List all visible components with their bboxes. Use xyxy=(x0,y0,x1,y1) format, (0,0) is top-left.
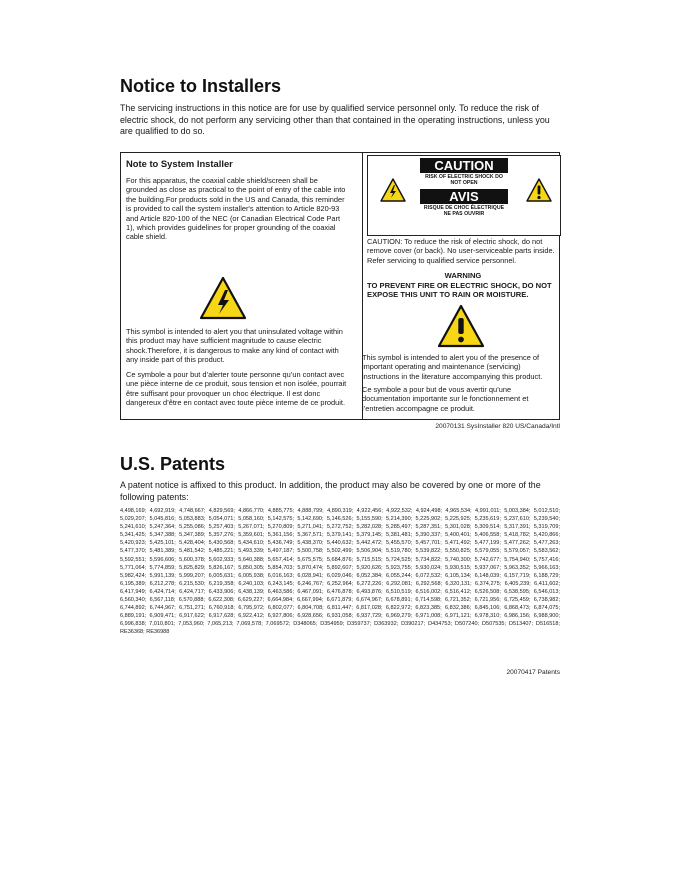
exclamation-warning-icon xyxy=(437,304,485,353)
warning-block xyxy=(367,271,559,300)
exclamation-symbol-text-fr: Ce symbole a pour but de vous avertir qu’une documentation importante sur le fonctionnement et l’entretien accompagne ce produit. xyxy=(362,385,529,413)
notice-title: Notice to Installers xyxy=(120,76,282,96)
caution-heading: CAUTION xyxy=(420,158,508,173)
high-voltage-warning-icon xyxy=(380,178,406,207)
avis-subtext: RISQUE DE CHOC ÉLECTRIQUE NE PAS OUVRIR xyxy=(423,204,505,218)
avis-heading: AVIS xyxy=(420,189,508,204)
notice-intro: The servicing instructions in this notice are for use by qualified service personnel only. To reduce the risk of electric shock, do not perform any servicing other than that contained in the operating instructions, unless you are qualified to do so. xyxy=(120,103,550,137)
exclamation-symbol-text: This symbol is intended to alert you of the presence of important operating and maintenance (servicing) instructions in the literature accompanying this product. xyxy=(362,353,543,381)
installer-notice-box xyxy=(120,152,560,420)
warning-text: TO PREVENT FIRE OR ELECTRIC SHOCK, DO NOT EXPOSE THIS UNIT TO RAIN OR MOISTURE. xyxy=(367,280,552,300)
warning-heading: WARNING xyxy=(444,271,482,280)
caution-label-panel xyxy=(367,155,561,236)
patents-list: 4,498,169; 4,692,919; 4,748,667; 4,829,569; 4,866,770; 4,885,775; 4,888,799; 4,890,319; 4,922,456; 4,922,532; 4,924,498; 4,965,534; 4,991,011; 5,003,384; 5,012,510; 5,029,207; 5,045,816; 5,053,883; 5,054,071; 5,058,160; 5,142,575; 5,142,690; 5,146,526; 5,155,590; 5,214,390; 5,225,902; 5,225,925; 5,235,619; 5,237,610; 5,239,540; 5,241,610; 5,247,364; 5,255,086; 5,257,403; 5,267,071; 5,270,809; 5,271,041; 5,272,752; 5,282,028; 5,285,497; 5,287,351; 5,301,028; 5,309,514; 5,317,391; 5,319,709; 5,341,425; 5,347,388; 5,347,389; 5,357,276; 5,359,601; 5,361,156; 5,367,571; 5,379,141; 5,379,145; 5,381,481; 5,390,337; 5,400,401; 5,406,558; 5,418,782; 5,420,866; 5,420,923; 5,425,101; 5,428,404; 5,430,568; 5,434,610; 5,436,749; 5,438,370; 5,440,632; 5,442,472; 5,455,570; 5,457,701; 5,471,492; 5,477,199; 5,477,262; 5,477,263; 5,477,370; 5,481,389; 5,481,542; 5,485,221; 5,493,339; 5,497,187; 5,500,758; 5,502,499; 5,506,904; 5,519,780; 5,539,822; 5,550,825; 5,579,055; 5,579,057; 5,583,562; 5,592,551; 5,596,606; 5,600,378; 5,602,933; 5,640,388; 5,657,414; 5,675,575; 5,684,876; 5,715,515; 5,724,525; 5,734,822; 5,740,300; 5,742,677; 5,754,940; 5,757,416; 5,771,064; 5,774,859; 5,825,829; 5,826,167; 5,850,305; 5,854,703; 5,870,474; 5,892,607; 5,920,626; 5,923,755; 5,930,024; 5,930,515; 5,937,067; 5,963,352; 5,966,163; 5,982,424; 5,991,139; 5,999,207; 6,005,631; 6,005,938; 6,016,163; 6,028,941; 6,029,046; 6,052,384; 6,055,244; 6,072,532; 6,105,134; 6,148,039; 6,157,719; 6,188,729; 6,195,389; 6,212,278; 6,215,530; 6,219,358; 6,240,103; 6,243,145; 6,246,767; 6,252,964; 6,272,226; 6,292,081; 6,292,568; 6,320,131; 6,374,275; 6,405,239; 6,411,602; 6,417,949; 6,424,714; 6,424,717; 6,433,906; 6,438,139; 6,463,586; 6,467,091; 6,476,878; 6,493,876; 6,510,519; 6,516,002; 6,516,412; 6,526,508; 6,538,595; 6,546,013; 6,560,340; 6,567,118; 6,570,888; 6,622,308; 6,629,227; 6,664,984; 6,667,994; 6,671,879; 6,674,967; 6,678,891; 6,714,598; 6,721,352; 6,721,956; 6,725,459; 6,738,982; 6,744,892; 6,744,967; 6,751,271; 6,760,918; 6,795,972; 6,802,077; 6,804,708; 6,811,447; 6,817,028; 6,822,972; 6,823,385; 6,832,386; 6,845,106; 6,868,473; 6,874,075; 6,889,191; 6,909,471; 6,917,622; 6,917,628; 6,922,412; 6,927,806; 6,928,656; 6,931,058; 6,937,729; 6,969,279; 6,971,008; 6,971,121; 6,978,310; 6,986,156; 6,988,900; 6,996,838; 7,010,801; 7,053,960; 7,065,213; 7,069,578; 7,069572; D348065; D354959; D359737; D363932; D390217; D434753; D507240; D507535; D513407; D516518; RE36368; RE36988 xyxy=(120,508,560,636)
installer-note-column xyxy=(126,158,347,408)
notice-reference-code: 20070131 SysInstaller 820 US/Canada/Intl xyxy=(435,423,560,430)
voltage-symbol-text-fr: Ce symbole a pour but d’alerter toute personne qu’un contact avec une pièce interne de ce produit, sous tension et non isolée, pourrait être suffisant pour provoquer un choc électrique. Il est donc dangereux d’être en contact avec toute pièce interne de ce produit. xyxy=(126,370,347,408)
patents-reference-code: 20070417 Patents xyxy=(506,669,560,676)
high-voltage-warning-icon xyxy=(199,276,247,325)
caution-subtext: RISK OF ELECTRIC SHOCK DO NOT OPEN xyxy=(425,174,503,187)
caution-text: CAUTION: To reduce the risk of electric shock, do not remove cover (or back). No user-serviceable parts inside. Refer servicing to qualified service personnel. xyxy=(367,237,555,265)
patents-intro: A patent notice is affixed to this product. In addition, the product may also be covered by one or more of the following patents: xyxy=(120,480,541,502)
patents-title: U.S. Patents xyxy=(120,454,226,474)
voltage-symbol-text: This symbol is intended to alert you that uninsulated voltage within this product may have sufficient magnitude to cause electric shock.Therefore, it is dangerous to make any kind of contact with any inside part of this product. xyxy=(126,327,343,365)
exclamation-warning-icon xyxy=(526,178,552,207)
caution-label xyxy=(420,158,508,220)
installer-note-title: Note to System Installer xyxy=(126,158,233,169)
installer-note-text: For this apparatus, the coaxial cable shield/screen shall be grounded as close as practical to the point of entry of the cable into the building.For products sold in the US and Canada, this reminder is provided to call the system installer's attention to Article 820-93 and Article 820-100 of the NEC (or Canadian Electrical Code Part 1), which provides guidelines for proper grounding of the coaxial cable shield. xyxy=(126,176,346,242)
